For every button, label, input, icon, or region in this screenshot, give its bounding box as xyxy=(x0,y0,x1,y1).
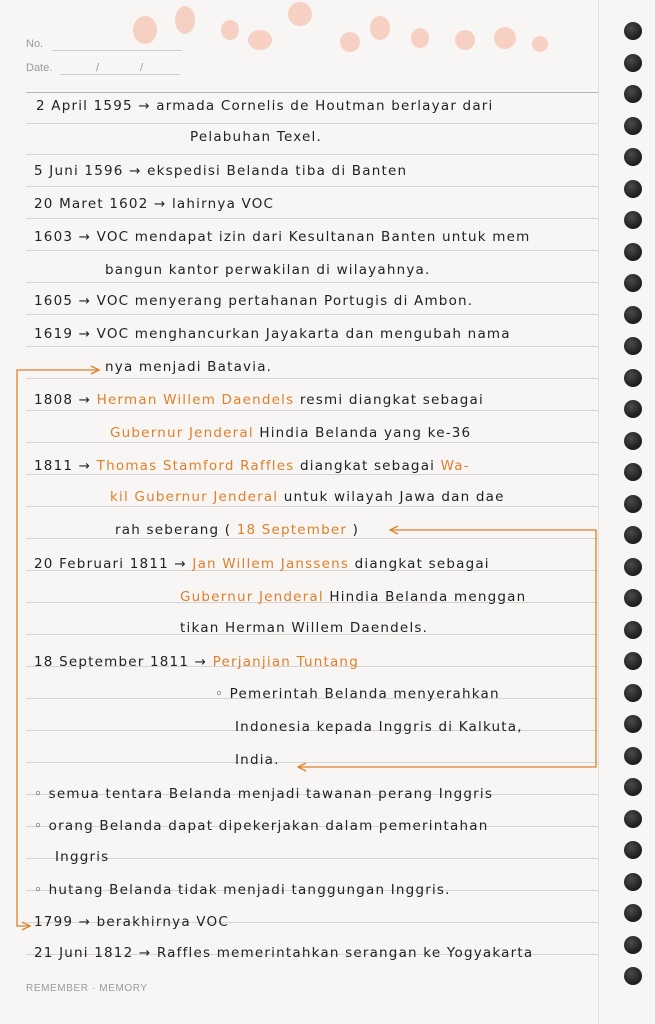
arrowhead xyxy=(390,526,398,534)
note-text: Pelabuhan Texel. xyxy=(190,129,322,145)
note-text: Hindia Belanda menggan xyxy=(323,589,527,605)
ruled-line xyxy=(26,410,598,411)
binding-hole xyxy=(624,495,642,513)
note-text: ◦ semua tentara Belanda menjadi tawanan perang Inggris xyxy=(34,786,494,802)
ruled-line xyxy=(26,250,598,251)
note-line xyxy=(215,686,500,702)
note-line xyxy=(115,522,359,538)
binding-hole xyxy=(624,841,642,859)
note-line xyxy=(34,945,533,961)
note-line xyxy=(180,589,526,605)
note-line xyxy=(34,786,493,802)
highlighted-term: Herman Willem Daendels xyxy=(96,392,295,408)
note-text: 20 Februari 1811 → xyxy=(34,556,193,572)
note-line xyxy=(34,163,407,179)
note-line xyxy=(55,849,109,865)
arrowhead xyxy=(298,763,306,771)
binding-hole xyxy=(624,904,642,922)
note-line xyxy=(34,196,274,212)
note-text: 1605 → VOC menyerang pertahanan Portugis di Ambon. xyxy=(34,293,474,309)
highlighted-term: Wa- xyxy=(440,458,470,474)
highlighted-term: Gubernur Jenderal xyxy=(180,589,324,605)
note-text: Indonesia kepada Inggris di Kalkuta, xyxy=(235,719,523,735)
note-line xyxy=(34,326,511,342)
binding-hole xyxy=(624,526,642,544)
note-text: Hindia Belanda yang ke-36 xyxy=(253,425,472,441)
note-text: 1619 → VOC menghancurkan Jayakarta dan mengubah nama xyxy=(34,326,511,342)
note-line xyxy=(235,752,280,768)
date-separator: / xyxy=(96,62,100,74)
ruled-line xyxy=(26,442,598,443)
binding-hole xyxy=(624,243,642,261)
binding-hole xyxy=(624,148,642,166)
paper-stain-decoration xyxy=(110,0,560,70)
note-text: nya menjadi Batavia. xyxy=(105,359,273,375)
ruled-line xyxy=(26,474,598,475)
no-label: No. xyxy=(26,38,44,50)
note-line xyxy=(34,882,451,898)
binding-hole xyxy=(624,652,642,670)
ruled-line xyxy=(26,282,598,283)
note-text: Inggris xyxy=(55,849,110,865)
ruled-line xyxy=(26,314,598,315)
highlighted-term: Perjanjian Tuntang xyxy=(212,654,359,670)
arrowhead xyxy=(22,922,30,930)
ruled-line xyxy=(26,154,598,155)
note-text: tikan Herman Willem Daendels. xyxy=(180,620,429,636)
binding-hole xyxy=(624,936,642,954)
note-text: 18 September 1811 → xyxy=(34,654,213,670)
binding-hole xyxy=(624,117,642,135)
binding-hole xyxy=(624,369,642,387)
note-line xyxy=(34,818,488,834)
note-line xyxy=(34,229,530,245)
note-text: ◦ orang Belanda dapat dipekerjakan dalam pemerintahan xyxy=(34,818,489,834)
note-line xyxy=(235,719,523,735)
note-text: 21 Juni 1812 → Raffles memerintahkan serangan ke Yogyakarta xyxy=(34,945,534,961)
arrow-1799-to-batavia xyxy=(17,370,98,926)
binding-hole xyxy=(624,180,642,198)
ruled-line xyxy=(26,762,598,763)
note-line xyxy=(110,489,505,505)
binding-hole xyxy=(624,589,642,607)
binding-hole xyxy=(624,274,642,292)
highlighted-term: Thomas Stamford Raffles xyxy=(96,458,295,474)
date-label: Date. xyxy=(26,62,53,74)
note-text: ) xyxy=(347,522,360,538)
page-footer: REMEMBER · MEMORY xyxy=(26,983,148,994)
note-line xyxy=(180,620,428,636)
binding-hole xyxy=(624,54,642,72)
binding-hole xyxy=(624,306,642,324)
ruled-line xyxy=(26,538,598,539)
ruled-line xyxy=(26,506,598,507)
binding-hole xyxy=(624,778,642,796)
binding-hole xyxy=(624,747,642,765)
date-line xyxy=(60,74,180,75)
binding-hole xyxy=(624,715,642,733)
highlighted-term: 18 September xyxy=(236,522,348,538)
note-line xyxy=(34,914,229,930)
binding-hole xyxy=(624,873,642,891)
note-text: rah seberang ( xyxy=(115,522,237,538)
note-text: 1808 → xyxy=(34,392,97,408)
ruled-line xyxy=(26,186,598,187)
note-text: 1603 → VOC mendapat izin dari Kesultanan Banten untuk mem xyxy=(34,229,531,245)
ruled-line xyxy=(26,218,598,219)
note-text: ◦ hutang Belanda tidak menjadi tanggungan Inggris. xyxy=(34,882,451,898)
ruled-line xyxy=(26,858,598,859)
ruled-line xyxy=(26,92,598,93)
note-text: resmi diangkat sebagai xyxy=(294,392,484,408)
binding-hole xyxy=(624,558,642,576)
binding-hole xyxy=(624,463,642,481)
note-line xyxy=(34,654,359,670)
binding-hole xyxy=(624,967,642,985)
note-text: 2 April 1595 → armada Cornelis de Houtman berlayar dari xyxy=(36,98,494,114)
binding-hole xyxy=(624,211,642,229)
date-separator: / xyxy=(140,62,144,74)
note-text: diangkat sebagai xyxy=(294,458,441,474)
note-text: bangun kantor perwakilan di wilayahnya. xyxy=(105,262,431,278)
note-text: 5 Juni 1596 → ekspedisi Belanda tiba di Banten xyxy=(34,163,408,179)
binding-hole xyxy=(624,810,642,828)
note-line xyxy=(34,293,473,309)
page-margin-line xyxy=(598,0,599,1024)
note-text: 1811 → xyxy=(34,458,97,474)
note-text: 20 Maret 1602 → lahirnya VOC xyxy=(34,196,275,212)
note-line xyxy=(190,129,322,145)
highlighted-term: Gubernur Jenderal xyxy=(110,425,254,441)
note-text: India. xyxy=(235,752,280,768)
note-line xyxy=(34,392,484,408)
highlighted-term: kil Gubernur Jenderal xyxy=(110,489,279,505)
highlighted-term: Jan Willem Janssens xyxy=(192,556,350,572)
note-line xyxy=(105,359,272,375)
note-line xyxy=(110,425,471,441)
note-line xyxy=(36,98,494,114)
note-line xyxy=(34,458,470,474)
binding-hole xyxy=(624,684,642,702)
binding-hole xyxy=(624,621,642,639)
ruled-line xyxy=(26,346,598,347)
binding-hole xyxy=(624,400,642,418)
ruled-line xyxy=(26,378,598,379)
note-text: 1799 → berakhirnya VOC xyxy=(34,914,229,930)
binding-hole xyxy=(624,337,642,355)
note-text: untuk wilayah Jawa dan dae xyxy=(278,489,505,505)
binding-hole xyxy=(624,85,642,103)
no-line xyxy=(52,50,182,51)
note-line xyxy=(34,556,490,572)
note-text: diangkat sebagai xyxy=(349,556,490,572)
note-text: ◦ Pemerintah Belanda menyerahkan xyxy=(215,686,500,702)
note-line xyxy=(105,262,431,278)
binding-hole xyxy=(624,22,642,40)
arrowhead xyxy=(91,366,99,374)
ruled-line xyxy=(26,123,598,124)
binding-hole xyxy=(624,432,642,450)
